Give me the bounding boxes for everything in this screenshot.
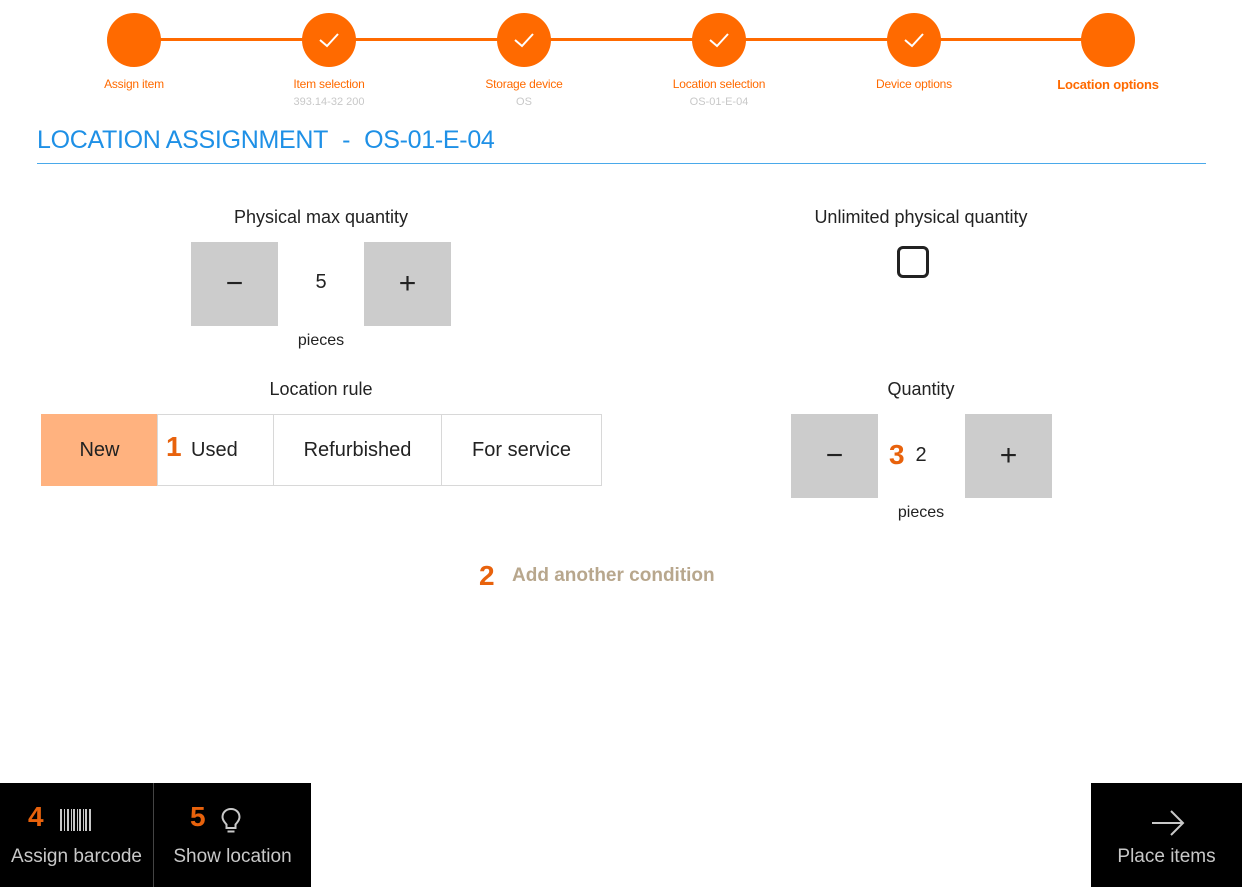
- page-title-separator: -: [342, 126, 351, 154]
- physical-max-label: Physical max quantity: [233, 207, 409, 227]
- step-5-circle[interactable]: [887, 13, 941, 67]
- check-icon: [317, 31, 341, 49]
- quantity-decrement-button[interactable]: [791, 414, 878, 498]
- assign-barcode-label: Assign barcode: [11, 846, 142, 867]
- assign-barcode-button[interactable]: [0, 783, 153, 887]
- page-title-text: LOCATION ASSIGNMENT: [37, 126, 329, 154]
- step-1-circle[interactable]: [107, 13, 161, 67]
- physical-max-decrement-button[interactable]: [191, 242, 278, 326]
- physical-max-value[interactable]: 5: [315, 271, 327, 293]
- callout-marker-5: 5: [190, 801, 206, 832]
- lightbulb-icon: [220, 807, 242, 835]
- quantity-label: Quantity: [887, 379, 955, 399]
- place-items-button[interactable]: [1091, 783, 1242, 887]
- callout-marker-1: 1: [166, 431, 182, 462]
- check-icon: [902, 31, 926, 49]
- unlimited-label: Unlimited physical quantity: [814, 207, 1028, 227]
- plus-icon: +: [398, 267, 417, 300]
- rule-option-used[interactable]: Used: [157, 414, 274, 486]
- callout-marker-3: 3: [889, 439, 905, 470]
- barcode-icon: [60, 809, 92, 831]
- physical-max-unit: pieces: [297, 332, 345, 349]
- heading-divider: [37, 163, 1206, 164]
- page-title-location: OS-01-E-04: [364, 126, 495, 154]
- step-3-sub: OS: [516, 96, 532, 108]
- physical-max-increment-button[interactable]: [364, 242, 451, 326]
- step-5-label: Device options: [876, 77, 952, 91]
- rule-option-new[interactable]: New: [41, 414, 158, 486]
- quantity-value[interactable]: 2: [915, 444, 927, 466]
- quantity-increment-button[interactable]: [965, 414, 1052, 498]
- step-2-circle[interactable]: [302, 13, 356, 67]
- step-4-sub: OS-01-E-04: [689, 96, 749, 108]
- step-2-sub: 393.14-32 200: [293, 96, 365, 108]
- step-1-label: Assign item: [104, 77, 164, 91]
- step-6-circle: [1081, 13, 1135, 67]
- show-location-button[interactable]: [154, 783, 311, 887]
- place-items-label: Place items: [1117, 846, 1216, 867]
- check-icon: [512, 31, 536, 49]
- callout-marker-4: 4: [28, 801, 44, 832]
- show-location-label: Show location: [173, 846, 292, 867]
- callout-marker-2: 2: [479, 560, 495, 591]
- step-3-circle[interactable]: [497, 13, 551, 67]
- step-2-label: Item selection: [293, 77, 365, 91]
- check-icon: [707, 31, 731, 49]
- quantity-unit: pieces: [897, 504, 945, 521]
- page-title: [37, 126, 495, 155]
- step-3-label: Storage device: [485, 77, 563, 91]
- minus-icon: −: [225, 267, 244, 300]
- plus-icon: +: [999, 439, 1018, 472]
- rule-option-for-service[interactable]: For service: [441, 414, 602, 486]
- step-4-label: Location selection: [672, 77, 766, 91]
- location-rule-label: Location rule: [269, 379, 373, 399]
- step-6-label: Location options: [1057, 77, 1159, 92]
- step-4-circle[interactable]: [692, 13, 746, 67]
- rule-option-refurbished[interactable]: Refurbished: [273, 414, 442, 486]
- add-condition-link[interactable]: Add another condition: [512, 565, 715, 586]
- arrow-right-icon: [1150, 809, 1186, 837]
- minus-icon: −: [825, 439, 844, 472]
- stepper-line: [134, 38, 1108, 41]
- unlimited-checkbox[interactable]: [897, 246, 929, 278]
